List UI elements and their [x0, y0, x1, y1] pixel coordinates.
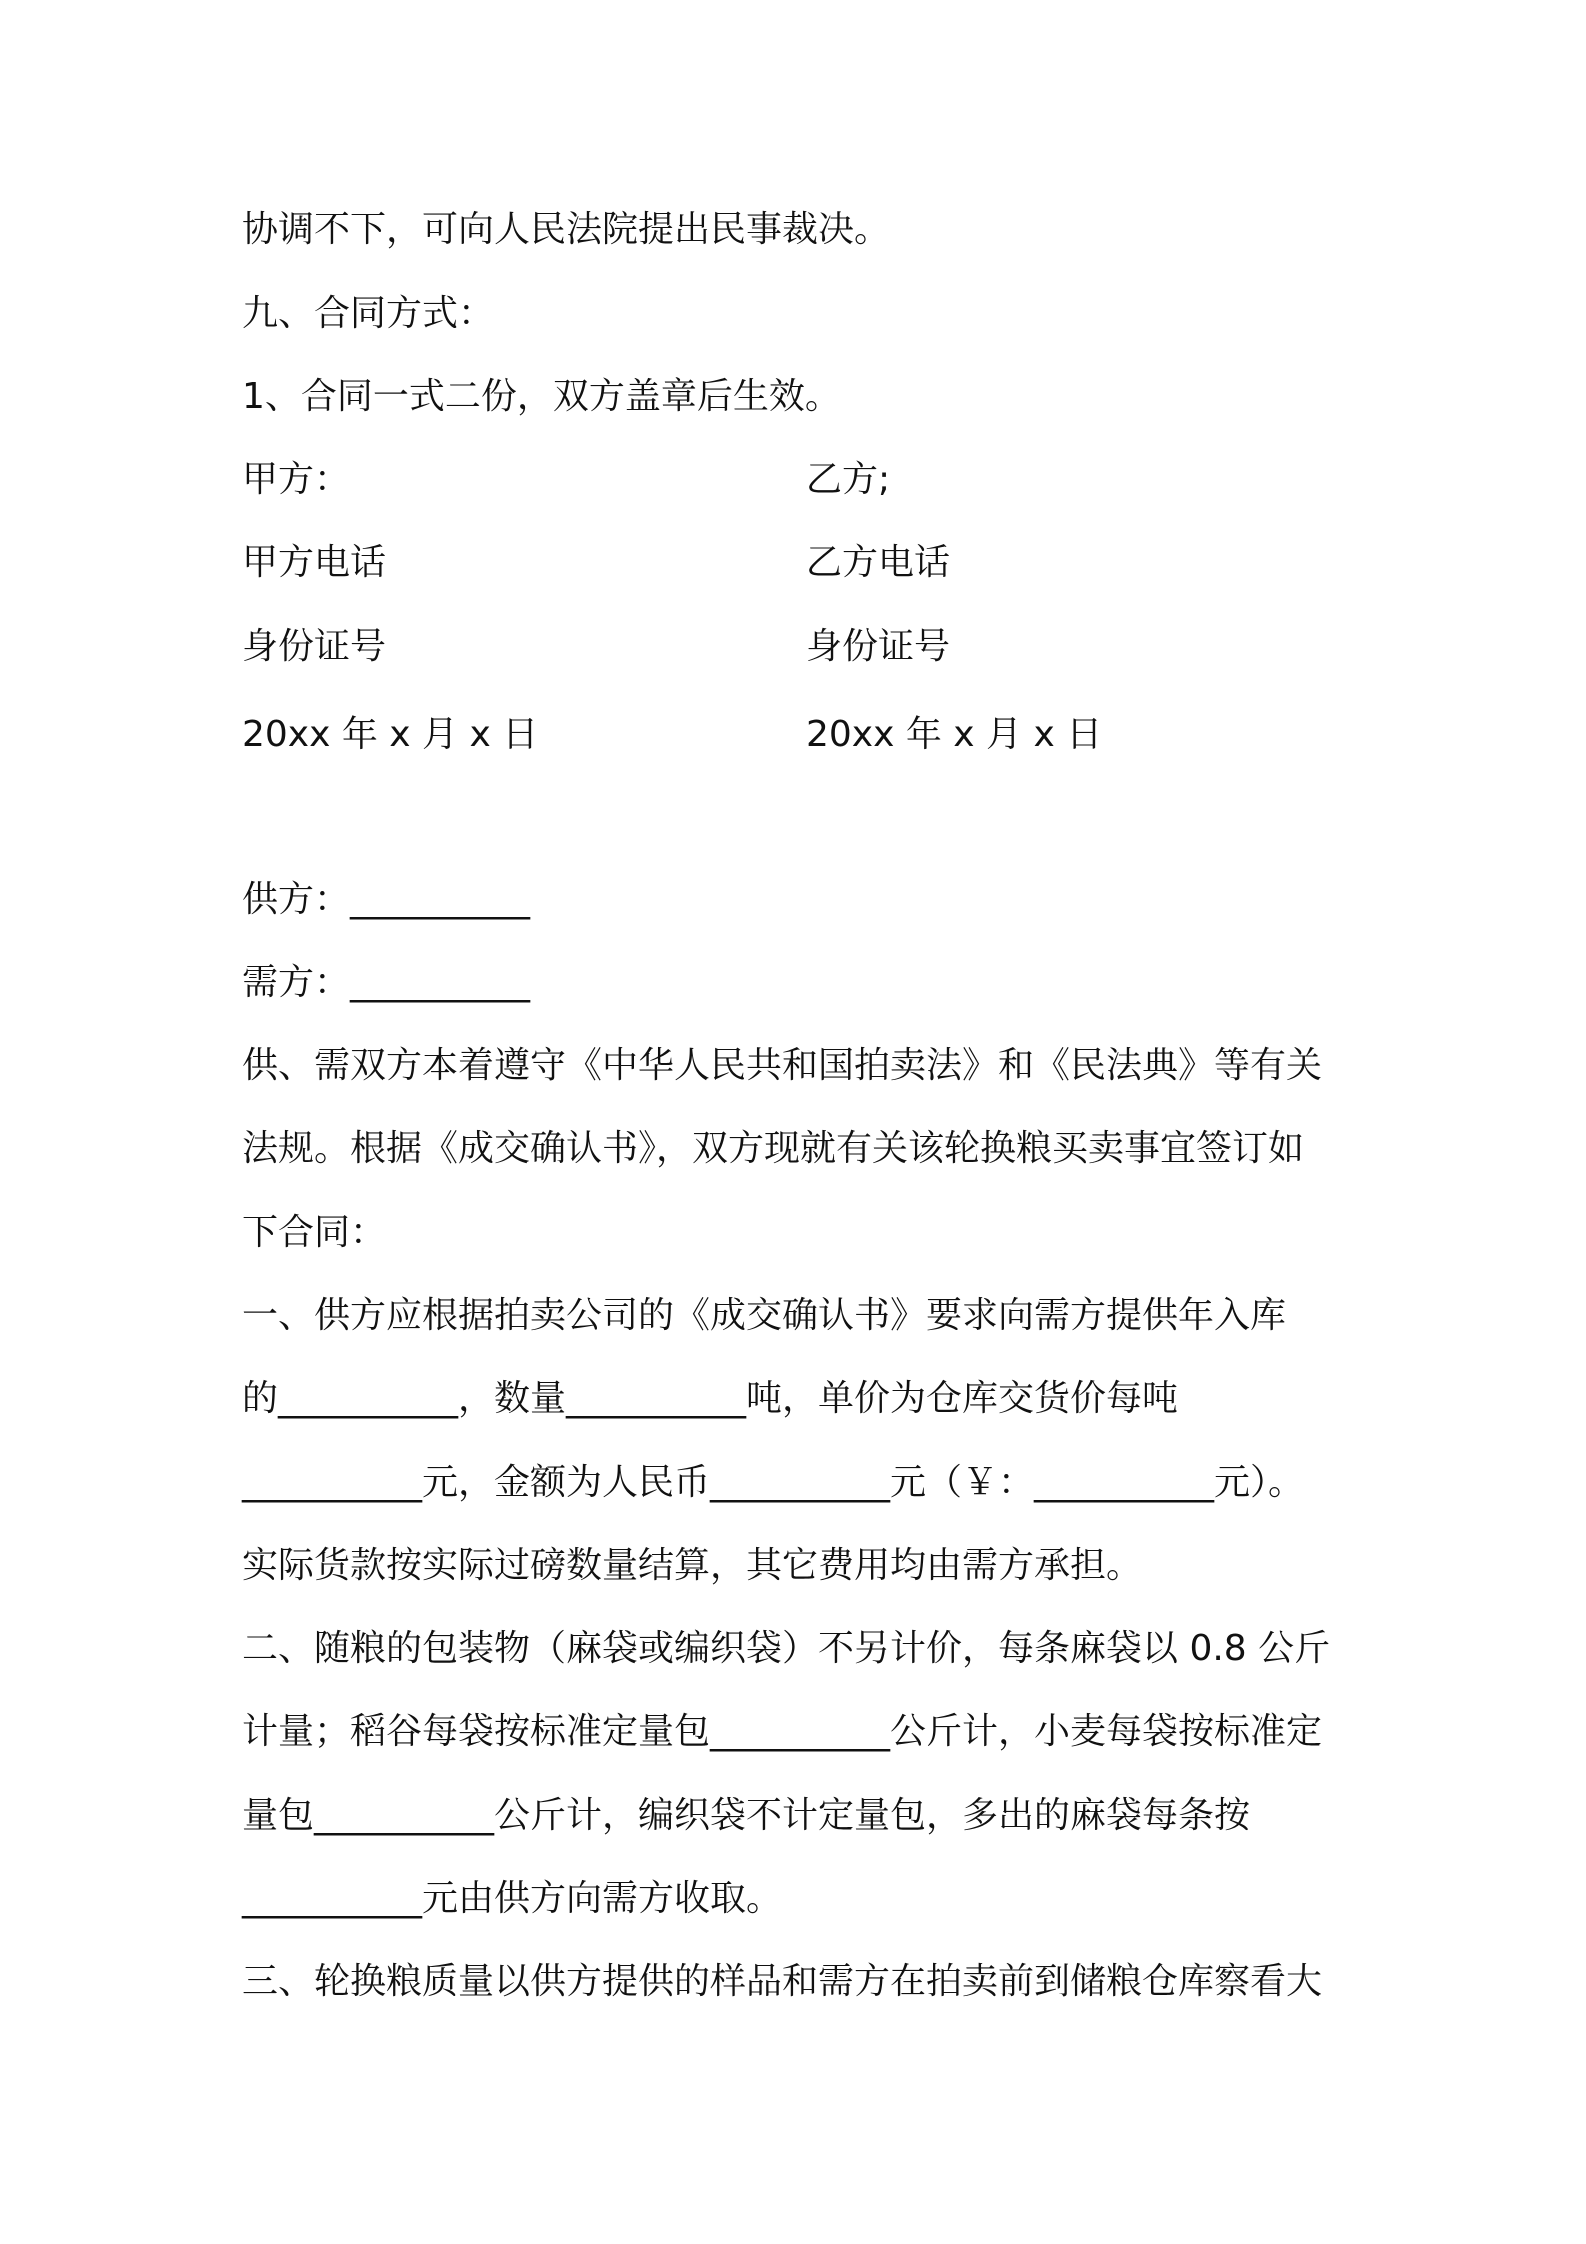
- paragraph-line: 二、随粮的包装物（麻袋或编织袋）不另计价，每条麻袋以 0.8 公斤: [242, 1628, 1331, 1669]
- paragraph-line: 三、轮换粮质量以供方提供的样品和需方在拍卖前到储粮仓库察看大: [242, 1961, 1323, 2002]
- party-a-phone-label: 甲方电话: [242, 542, 387, 583]
- paragraph-line: __________元由供方向需方收取。: [242, 1878, 783, 1919]
- party-b-id-label: 身份证号: [806, 626, 951, 667]
- paragraph-line: 法规。根据《成交确认书》，双方现就有关该轮换粮买卖事宜签订如: [242, 1128, 1305, 1169]
- paragraph-line: 计量；稻谷每袋按标准定量包__________公斤计，小麦每袋按标准定: [242, 1711, 1323, 1752]
- supplier-field: 供方：__________: [242, 879, 531, 920]
- paragraph-line: 下合同：: [242, 1212, 387, 1253]
- paragraph-line: 实际货款按实际过磅数量结算，其它费用均由需方承担。: [242, 1545, 1143, 1586]
- buyer-field: 需方：__________: [242, 962, 531, 1003]
- text-line: 协调不下，可向人民法院提出民事裁决。: [242, 209, 891, 250]
- section-heading-contract-form: 九、合同方式：: [242, 293, 495, 334]
- party-b-date: 20xx 年 x 月 x 日: [806, 714, 1103, 755]
- party-a-date: 20xx 年 x 月 x 日: [242, 714, 539, 755]
- party-a-id-label: 身份证号: [242, 626, 387, 667]
- paragraph-line: __________元，金额为人民币__________元（￥：__________元）。: [242, 1462, 1305, 1503]
- party-a-label: 甲方：: [242, 459, 351, 500]
- paragraph-line: 供、需双方本着遵守《中华人民共和国拍卖法》和《民法典》等有关: [242, 1045, 1323, 1086]
- paragraph-line: 一、供方应根据拍卖公司的《成交确认书》要求向需方提供年入库: [242, 1295, 1287, 1336]
- paragraph-line: 量包__________公斤计，编织袋不计定量包，多出的麻袋每条按: [242, 1795, 1251, 1836]
- paragraph-line: 的__________，数量__________吨，单价为仓库交货价每吨: [242, 1378, 1179, 1419]
- text-line: 1、合同一式二份，双方盖章后生效。: [242, 376, 841, 417]
- party-b-phone-label: 乙方电话: [806, 542, 951, 583]
- party-b-label: 乙方;: [806, 459, 891, 500]
